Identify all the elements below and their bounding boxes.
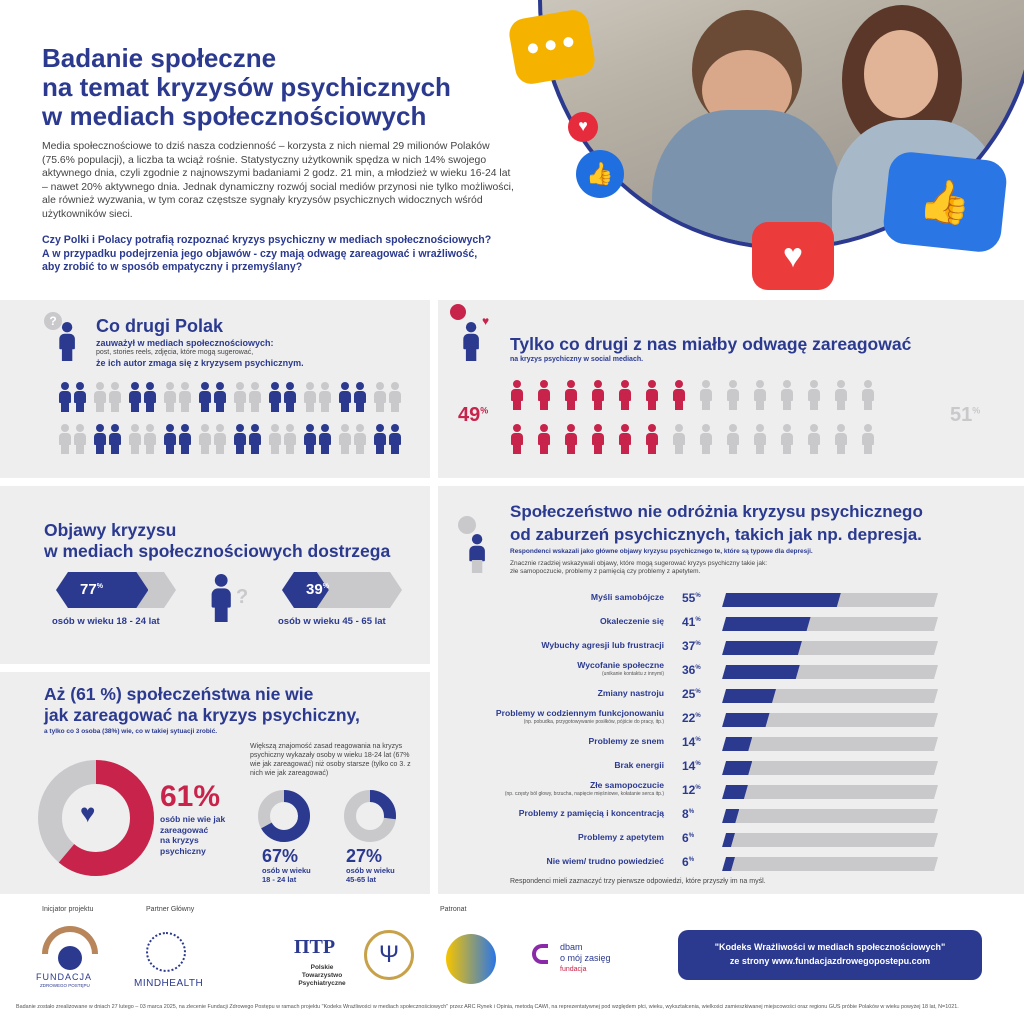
bar-value: 8% — [682, 807, 695, 821]
person-crimson-icon — [510, 380, 524, 410]
footnote: Badanie zostało zrealizowane w dniach 27 lutego – 03 marca 2025, na zlecenie Fundacji Zdrowego Postępu w ramach projektu "Kodeks Wrażliwości w mediach społecznościowych" przez ARC Rynek i Opinia, metodą CAWI, na reprezentatywnej pod względem płci, wieku, wykształcenia, wielkości zamieszkiwanej miejscowości oraz regionu GUS próbie Polaków w wieku powyżej 18 lat, N=1021. — [16, 1004, 959, 1010]
fundacja-logo-dot — [58, 946, 82, 970]
person-crimson-icon — [645, 380, 659, 410]
person-navy-icon — [388, 424, 402, 454]
bar-row — [438, 758, 1024, 778]
person-grey-icon — [338, 424, 352, 454]
title-line-1: Badanie społeczne — [42, 43, 277, 73]
person-grey-icon — [233, 382, 247, 412]
big-value: 61% — [160, 780, 221, 813]
bar-label: Problemy z pamięcią i koncentracją — [518, 808, 664, 818]
old-label: osób w wieku 45 - 65 lat — [278, 616, 386, 627]
person-crimson-icon — [564, 380, 578, 410]
bar — [722, 761, 752, 775]
ptp-logo: ПТР — [294, 936, 336, 958]
bar-label: Myśli samobójcze — [590, 592, 664, 602]
bar-sublabel: (np. pobudka, przygotowywanie posiłków, pójście do pracy, itp.) — [523, 719, 664, 725]
person-navy-icon — [318, 424, 332, 454]
person-crimson-icon — [618, 380, 632, 410]
question-line-1: Czy Polki i Polacy potrafią rozpoznać kryzys psychiczny w mediach społecznościowych? — [42, 234, 492, 246]
person-navy-icon — [233, 424, 247, 454]
bar — [722, 785, 748, 799]
young-label-line-1: osób w wieku — [262, 866, 311, 875]
person-crimson-icon — [591, 424, 605, 454]
young-label: osób w wieku 18 - 24 lat — [52, 616, 160, 627]
question-icon: ? — [44, 312, 62, 330]
bar-sublabel: (np. częsty ból głowy, brzucha, napięcie mięśniowe, kołatanie serca itp.) — [504, 791, 664, 797]
person-grey-icon — [143, 424, 157, 454]
bar-value: 41% — [682, 615, 701, 629]
fundacja-name: FUNDACJA — [36, 972, 93, 982]
person-navy-icon — [58, 382, 72, 412]
panel-objawy — [0, 486, 430, 664]
bar-label: Złe samopoczucie — [589, 780, 664, 790]
bar-value: 6% — [682, 831, 695, 845]
panel5-desc-line-2: złe samopoczucie, problemy z pamięcią czy problemy z apetytem. — [510, 568, 701, 575]
cta-line-1: "Kodeks Wrażliwości w mediach społecznościowych" — [714, 942, 946, 952]
big-label-line-3: na kryzys — [160, 835, 199, 845]
panel-co-drugi-polak — [0, 300, 430, 478]
bar-track — [722, 737, 938, 751]
person-navy-icon — [213, 382, 227, 412]
person-grey-icon — [834, 424, 848, 454]
young-label-line-2: 18 - 24 lat — [262, 875, 297, 884]
patron-label: Patronat — [440, 906, 467, 913]
young-arrow: 77% — [56, 572, 176, 608]
partner-label: Partner Główny — [146, 906, 195, 913]
person-grey-icon — [753, 424, 767, 454]
person-crimson-icon — [672, 380, 686, 410]
person-grey-icon — [128, 424, 142, 454]
left-percent: 49% — [458, 404, 489, 426]
intro-text: Media społecznościowe to dziś nasza codzienność – korzysta z nich niemal 29 milionów Polaków (75.6% populacji), a liczba ta wciąż rośnie. Statystyczny użytkownik spędza w nich 14% swojego aktywnego dnia, czyli zgodnie z najnowszymi badaniami 2 godz. 21 min, a młodzież w wieku 16-24 lat – nawet 20% aktywnego dnia. Jednak dynamiczny rozwój social mediów przynosi nie tylko możliwości, ale również wyzwania, w tym coraz częstsze sygnały kryzysów psychicznych widocznych wśród użytkowników sieci. — [42, 141, 514, 220]
bar-row — [438, 830, 1024, 850]
panel5-title — [510, 500, 923, 546]
initiator-label: Inicjator projektu — [42, 906, 94, 913]
question-text — [42, 234, 522, 275]
title-line-2: na temat kryzysów psychicznych — [42, 72, 451, 102]
person-grey-icon — [753, 380, 767, 410]
heart-icon: ♥ — [482, 314, 490, 328]
person-navy-icon — [128, 382, 142, 412]
bar-label: Wycofanie społeczne — [577, 660, 664, 670]
person-grey-icon — [303, 382, 317, 412]
bar — [722, 737, 752, 751]
panel3-title — [44, 520, 390, 562]
sad-face-icon — [450, 304, 466, 320]
bar-track — [722, 857, 938, 871]
bar — [722, 689, 776, 703]
bar-value: 6% — [682, 855, 695, 869]
person-grey-icon — [163, 382, 177, 412]
bar-track — [722, 641, 938, 655]
person-icon — [462, 322, 480, 361]
mindhealth-logo — [146, 932, 186, 972]
sad-face-icon — [458, 516, 476, 534]
person-grey-icon — [726, 380, 740, 410]
bar-label: Nie wiem/ trudno powiedzieć — [546, 856, 664, 866]
dbam-line-2: o mój zasięg — [560, 953, 611, 963]
title-line-3: w mediach społecznościowych — [42, 101, 427, 131]
person-navy-icon — [93, 424, 107, 454]
chat-bubble-icon — [507, 8, 597, 87]
heart-icon: ♥ — [568, 112, 598, 142]
person-grey-icon — [198, 424, 212, 454]
bar-value: 14% — [682, 759, 701, 773]
bar-track — [722, 785, 938, 799]
dbam-sub: fundacja — [560, 966, 587, 973]
big-label — [160, 814, 225, 856]
right-percent: 51% — [950, 404, 981, 426]
question-line-2: A w przypadku podejrzenia jego objawów - czy mają odwagę zareagować i wrażliwość, — [42, 247, 478, 260]
person-grey-icon — [283, 424, 297, 454]
person-grey-icon — [373, 382, 387, 412]
bar-label: Zmiany nastroju — [597, 688, 664, 698]
panel4-title-line-2: jak zareagować na kryzys psychiczny, — [44, 705, 360, 725]
panel4-title — [44, 684, 360, 726]
bar-label: Wybuchy agresji lub frustracji — [541, 640, 664, 650]
bar-value: 12% — [682, 783, 701, 797]
bar — [722, 713, 770, 727]
panel2-title: Tylko co drugi z nas miałby odwagę zareagować — [510, 334, 912, 354]
kodeks-cta[interactable] — [678, 930, 982, 980]
bar-value: 55% — [682, 591, 701, 605]
panel3-title-line-1: Objawy kryzysu — [44, 520, 177, 540]
big-label-line-4: psychiczny — [160, 845, 206, 856]
bar-row — [438, 710, 1024, 730]
dbam-logo-icon — [532, 944, 548, 964]
person-crimson-icon — [537, 424, 551, 454]
heart-bubble-icon: ♥ — [752, 222, 834, 290]
psych-society-logo: Ψ — [364, 930, 414, 980]
person-grey-icon — [93, 382, 107, 412]
question-mark-icon: ? — [236, 586, 249, 608]
bar-value: 14% — [682, 735, 701, 749]
panel5-desc — [510, 560, 767, 576]
panel4-note: Większą znajomość zasad reagowania na kryzys psychiczny wykazały osoby w wieku 18-24 lat (67% wie jak zareagować) niż osoby starsze (tylko co 3. z nich wie jak zareagować) — [250, 743, 411, 777]
people-heart-icon: ♥ — [80, 798, 96, 828]
person-crimson-icon — [510, 424, 524, 454]
bar-track — [722, 689, 938, 703]
ptp-line-1: Polskie — [310, 964, 334, 971]
panel5-sub: Respondenci wskazali jako główne objawy kryzysu psychicznego te, które są typowe dla depresji. — [510, 548, 813, 555]
bar-value: 22% — [682, 711, 701, 725]
bar-track — [722, 593, 938, 607]
person-crimson-icon — [591, 380, 605, 410]
person-navy-icon — [73, 382, 87, 412]
person-grey-icon — [318, 382, 332, 412]
person-grey-icon — [672, 424, 686, 454]
bar-value: 37% — [682, 639, 701, 653]
patron-logo-2 — [446, 934, 496, 984]
bar-track — [722, 617, 938, 631]
confused-person-icon — [210, 574, 232, 622]
big-label-line-2: zareagować — [160, 824, 209, 835]
bar-sublabel: (unikanie kontaktu z innymi) — [602, 671, 664, 677]
person-navy-icon — [143, 382, 157, 412]
panel2-sub: na kryzys psychiczny w social mediach. — [510, 356, 644, 363]
panel5-desc-line-1: Znacznie rzadziej wskazywali objawy, które mogą sugerować kryzys psychiczny takie jak: — [510, 560, 768, 567]
bar-row — [438, 734, 1024, 754]
person-grey-icon — [213, 424, 227, 454]
person-navy-icon — [303, 424, 317, 454]
bar — [722, 593, 841, 607]
person-navy-icon — [338, 382, 352, 412]
bar-row — [438, 854, 1024, 874]
person-navy-icon — [163, 424, 177, 454]
dbam-line-1: dbam — [560, 942, 583, 952]
people-grid — [510, 380, 900, 460]
panel5-title-line-2: od zaburzeń psychicznych, takich jak np. depresja. — [510, 525, 922, 544]
old-value: 39 — [306, 581, 323, 598]
bar — [722, 833, 735, 847]
bar-chart — [438, 590, 1024, 880]
bar — [722, 857, 735, 871]
bar-row — [438, 662, 1024, 682]
bar — [722, 617, 811, 631]
person-grey-icon — [699, 380, 713, 410]
panel-objawy-chart — [438, 486, 1024, 894]
person-grey-icon — [726, 424, 740, 454]
bar — [722, 665, 800, 679]
old-arrow: 39% — [282, 572, 402, 608]
bar-label: Okaleczenie się — [599, 616, 664, 626]
person-crimson-icon — [537, 380, 551, 410]
bar-track — [722, 665, 938, 679]
person-navy-icon — [353, 382, 367, 412]
page-title — [42, 44, 512, 131]
person-grey-icon — [108, 382, 122, 412]
bar-track — [722, 761, 938, 775]
young-value: 67% — [262, 846, 299, 866]
person-grey-icon — [699, 424, 713, 454]
bar-track — [722, 833, 938, 847]
person-crimson-icon — [564, 424, 578, 454]
bar-label: Problemy z apetytem — [578, 832, 664, 842]
person-grey-icon — [73, 424, 87, 454]
old-label-line-1: osób w wieku — [346, 866, 395, 875]
bar-row — [438, 638, 1024, 658]
bar-row — [438, 686, 1024, 706]
panel1-emphasis: że ich autor zmaga się z kryzysem psychicznym. — [96, 358, 304, 368]
person-grey-icon — [807, 380, 821, 410]
bar-label: Problemy w codziennym funkcjonowaniu — [495, 708, 664, 718]
bar-value: 36% — [682, 663, 701, 677]
bar — [722, 809, 739, 823]
person-icon — [58, 322, 76, 361]
dbam-name — [560, 942, 611, 964]
person-grey-icon — [353, 424, 367, 454]
people-grid — [58, 382, 418, 462]
panel4-sub: a tylko co 3 osoba (38%) wie, co w takiej sytuacji zrobić. — [44, 728, 218, 735]
person-navy-icon — [108, 424, 122, 454]
person-grey-icon — [861, 380, 875, 410]
panel1-detail: post, stories reels, zdjęcia, które mogą sugerować, — [96, 349, 254, 356]
panel4-title-line-1: Aż (61 %) społeczeństwa nie wie — [44, 684, 314, 704]
mindhealth-name: MINDHEALTH — [134, 978, 204, 989]
bar-track — [722, 809, 938, 823]
woman-face-shape — [864, 30, 938, 118]
bar-label: Brak energii — [614, 760, 664, 770]
old-label — [346, 866, 395, 884]
bar-label: Problemy ze snem — [588, 736, 664, 746]
bar — [722, 641, 802, 655]
person-grey-icon — [834, 380, 848, 410]
panel-odwaga — [438, 300, 1024, 478]
person-grey-icon — [807, 424, 821, 454]
person-crimson-icon — [645, 424, 659, 454]
young-label — [262, 866, 311, 884]
ptp-name — [294, 964, 350, 988]
person-grey-icon — [268, 424, 282, 454]
donut-61 — [38, 760, 154, 876]
person-navy-icon — [178, 424, 192, 454]
bar-row — [438, 614, 1024, 634]
bar-row — [438, 806, 1024, 826]
bar-value: 25% — [682, 687, 701, 701]
person-navy-icon — [373, 424, 387, 454]
like-bubble-icon: 👍 — [882, 150, 1009, 254]
panel5-title-line-1: Społeczeństwo nie odróżnia kryzysu psychicznego — [510, 502, 923, 521]
cta-line-2: ze strony www.fundacjazdrowegopostepu.com — [729, 956, 931, 966]
old-label-line-2: 45-65 lat — [346, 875, 377, 884]
person-grey-icon — [58, 424, 72, 454]
person-grey-icon — [780, 380, 794, 410]
old-value: 27% — [346, 846, 383, 866]
person-navy-icon — [283, 382, 297, 412]
panel5-footer: Respondenci mieli zaznaczyć trzy pierwsze odpowiedzi, które przyszły im na myśl. — [510, 878, 766, 885]
donut-27 — [344, 790, 396, 842]
fundacja-sub: ZDROWEGO POSTĘPU — [40, 983, 90, 988]
panel1-title: Co drugi Polak — [96, 316, 224, 336]
panel1-sub: zauważył w mediach społecznościowych: — [96, 338, 274, 348]
person-grey-icon — [178, 382, 192, 412]
like-icon: 👍 — [576, 150, 624, 198]
bar-row — [438, 590, 1024, 610]
panel-nie-wie — [0, 672, 430, 894]
person-grey-icon — [248, 382, 262, 412]
person-navy-icon — [248, 424, 262, 454]
bar-row — [438, 782, 1024, 802]
sitting-person-icon — [468, 534, 486, 573]
young-value: 77 — [80, 581, 97, 598]
person-grey-icon — [780, 424, 794, 454]
person-grey-icon — [388, 382, 402, 412]
person-crimson-icon — [618, 424, 632, 454]
question-line-3: aby zrobić to w sposób empatyczny i przemyślany? — [42, 261, 303, 274]
person-navy-icon — [268, 382, 282, 412]
big-label-line-1: osób nie wie jak — [160, 814, 226, 824]
person-grey-icon — [861, 424, 875, 454]
panel3-title-line-2: w mediach społecznościowych dostrzega — [44, 541, 391, 561]
ptp-line-3: Psychiatryczne — [298, 980, 346, 987]
donut-67 — [258, 790, 310, 842]
person-navy-icon — [198, 382, 212, 412]
ptp-line-2: Towarzystwo — [301, 972, 343, 979]
bar-track — [722, 713, 938, 727]
